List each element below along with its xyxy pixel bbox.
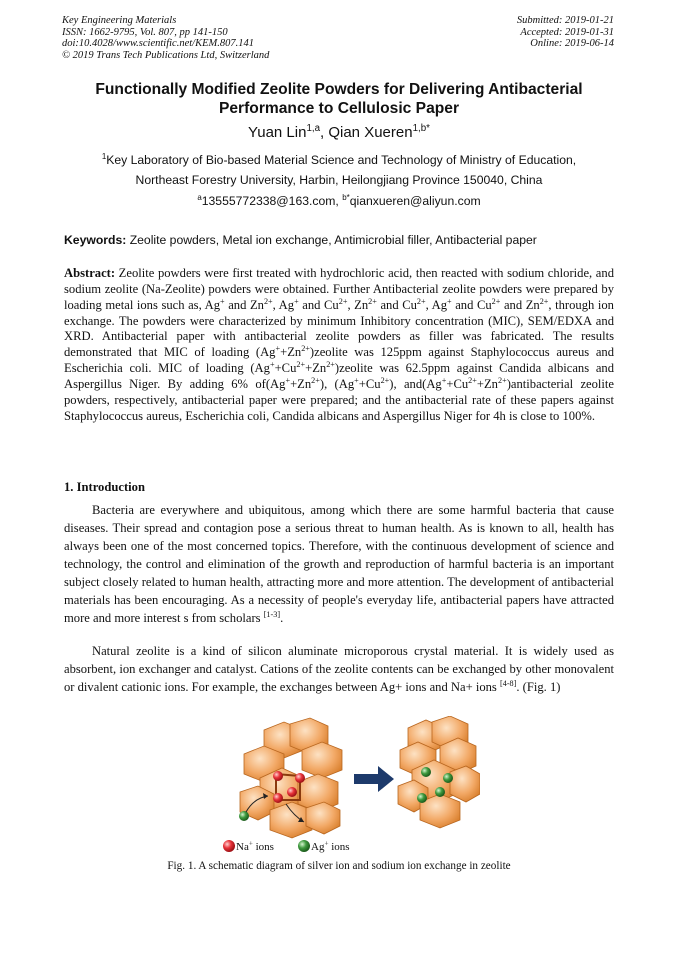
charge-sup: + — [294, 296, 299, 306]
abstract-text: +Cu — [274, 361, 297, 376]
email-a: 13555772338@163.com, — [201, 194, 343, 208]
abstract-text: and Zn — [224, 297, 264, 312]
abstract-text: and Cu — [451, 297, 492, 312]
charge-sup: + — [285, 375, 291, 385]
charge-sup: 2+ — [416, 296, 426, 306]
keywords — [64, 233, 618, 247]
na-ion — [273, 771, 283, 781]
ag-ion — [417, 793, 427, 803]
keywords-label: Keywords: — [64, 233, 127, 247]
charge-sup: 2+ — [311, 375, 320, 385]
charge-sup: 2+ — [468, 375, 477, 385]
zeolite-framework-right — [398, 716, 480, 828]
citation-ref: [4-8] — [500, 678, 517, 688]
legend-na-ions: ions — [252, 841, 274, 853]
intro-paragraph-1 — [64, 501, 614, 627]
legend-na-marker — [223, 840, 235, 852]
charge-sup: + — [447, 296, 452, 306]
affiliation-marker: 1 — [101, 151, 107, 161]
legend-ag-marker — [298, 840, 310, 852]
legend-na-charge: + — [248, 839, 253, 848]
title-line-2: Performance to Cellulosic Paper — [218, 99, 460, 117]
charge-sup: 2+ — [338, 296, 348, 306]
title-line-1: Functionally Modified Zeolite Powders for Delivering Antibacterial — [95, 81, 583, 98]
charge-sup: 2+ — [326, 359, 335, 369]
charge-sup: 2+ — [380, 375, 390, 385]
author-list — [62, 124, 616, 141]
email-a-marker: a — [197, 192, 202, 202]
charge-sup: + — [275, 344, 281, 354]
abstract-text: +Cu — [358, 376, 381, 391]
legend-na — [236, 841, 274, 853]
online-date: Online: 2019-06-14 — [530, 38, 614, 50]
abstract-text: +Zn — [290, 376, 312, 391]
copyright-line: © 2019 Trans Tech Publications Ltd, Switzerland — [62, 49, 270, 61]
abstract-text: Zeolite powders were first treated with hydrochloric acid, then reacted with sodium chloride, and sodium zeolite (Na-Zeolite) powders were obtained. Further Antibacterial zeolite powders were prepared by loading metal ions such as, Ag — [64, 266, 614, 312]
journal-header-left — [62, 15, 269, 61]
abstract-text: and Cu — [376, 297, 417, 312]
keywords-text: Zeolite powders, Metal ion exchange, Antimicrobial filler, Antibacterial paper — [126, 233, 537, 247]
abstract-text: +Cu — [446, 376, 469, 391]
author-separator: , — [320, 124, 329, 141]
exchange-arrow-icon — [354, 766, 394, 792]
abstract-text: , through ion exchange. The powders were characterized by minimum Inhibitory concentration (MIC), SEM/EDXA and XRD. Antibacterial paper with antibacterial zeolite powders as filler was fabricated. The results demonstrated that MIC of loading (Ag — [64, 297, 614, 360]
abstract-text: )zeolite was 62.5ppm against Candida albicans and Aspergillus Niger. By adding 6% of(Ag — [64, 361, 615, 391]
legend-na-label: Na — [236, 841, 249, 853]
affiliation-line-1: Key Laboratory of Bio-based Material Science and Technology of Ministry of Education, — [106, 153, 577, 167]
paragraph-text: Bacteria are everywhere and ubiquitous, among which there are some harmful bacteria that cause diseases. Their spread and contagion pose a serious threat to human health. As is known to all, health has always been one of the most concerned topics. Therefore, with the continuous development of science and technology, the control and elimination of the growth and reproduction of harmful bacteria is an important subject closely related to human health, attracting more and more attention. The development of antibacterial materials has been encouraging. As a necessity of people's everyday life, antibacterial papers have attracted more and more interest s from scholars — [64, 503, 614, 625]
na-ion — [287, 787, 297, 797]
author-2: Qian Xueren — [328, 124, 413, 141]
charge-sup: + — [269, 359, 275, 369]
charge-sup: 2+ — [491, 296, 501, 306]
charge-sup: 2+ — [497, 375, 507, 385]
figure-caption: Fig. 1. A schematic diagram of silver ion and sodium ion exchange in zeolite — [167, 860, 511, 872]
abstract-text: ), (Ag — [319, 376, 355, 391]
abstract-text: and Cu — [298, 297, 339, 312]
abstract-text: , Ag — [425, 297, 448, 312]
paragraph-end: . — [280, 611, 284, 625]
charge-sup: 2+ — [539, 296, 549, 306]
issn-line: ISSN: 1662-9795, Vol. 807, pp 141-150 — [62, 26, 228, 38]
zeolite-ion-exchange-figure — [220, 716, 480, 860]
affiliation-line-2: Northeast Forestry University, Harbin, Heilongjiang Province 150040, China — [135, 172, 543, 187]
ag-ion — [421, 767, 431, 777]
abstract-text: and Zn — [500, 297, 540, 312]
abstract — [64, 266, 614, 424]
legend-ag-ions: ions — [328, 841, 350, 853]
section-heading-introduction: 1. Introduction — [64, 480, 145, 494]
paper-title — [62, 81, 616, 118]
intro-paragraph-2 — [64, 642, 614, 696]
author-1-affiliation: 1,a — [306, 123, 320, 134]
accepted-date: Accepted: 2019-01-31 — [520, 26, 614, 38]
na-ion — [295, 773, 305, 783]
legend-ag-label: Ag — [311, 841, 325, 853]
abstract-text: ), and(Ag — [389, 376, 442, 391]
na-ion — [273, 793, 283, 803]
charge-sup: 2+ — [301, 344, 310, 354]
charge-sup: + — [441, 375, 447, 385]
citation-ref: [1-3] — [263, 609, 281, 619]
charge-sup: + — [220, 296, 225, 306]
charge-sup: 2+ — [296, 359, 306, 369]
charge-sup: 2+ — [263, 296, 273, 306]
email-line — [62, 194, 616, 208]
abstract-text: +Zn — [476, 376, 498, 391]
abstract-label: Abstract: — [64, 266, 116, 280]
author-2-affiliation: 1,b* — [412, 123, 430, 134]
author-1: Yuan Lin — [248, 124, 307, 141]
ag-ion — [435, 787, 445, 797]
abstract-text: , Ag — [272, 297, 295, 312]
paragraph-end: . (Fig. 1) — [516, 680, 561, 694]
abstract-text: )antibacterial zeolite powders, respectively, antibacterial paper were prepared; and the antibacterial rate of these papers against Staphylococcus aureus, Escherichia coli, Candida albicans and Aspergillus Niger for 4h is close to 100%. — [64, 376, 615, 423]
submitted-date: Submitted: 2019-01-21 — [516, 15, 614, 26]
affiliation — [62, 151, 616, 190]
charge-sup: + — [354, 375, 359, 385]
journal-header-right — [517, 15, 614, 50]
abstract-text: )zeolite was 125ppm against Staphylococcus aureus and Escherichia coli. MIC of loading (Ag — [64, 345, 614, 376]
abstract-text: +Zn — [305, 361, 327, 376]
abstract-text: +Zn — [280, 345, 302, 360]
journal-name: Key Engineering Materials — [62, 15, 177, 26]
legend-ag — [311, 841, 350, 853]
legend-ag-charge: + — [324, 839, 329, 848]
paragraph-text: Natural zeolite is a kind of silicon aluminate microporous crystal material. It is widely used as absorbent, ion exchanger and catalyst. Cations of the zeolite contents can be exchanged by other monovalent or divalent cationic ions. For example, the exchanges between Ag+ ions and Na+ ions — [64, 644, 614, 694]
email-b: qianxueren@aliyun.com — [349, 194, 481, 208]
email-b-marker: b* — [342, 192, 350, 202]
ag-ion — [443, 773, 453, 783]
zeolite-framework-left — [240, 718, 342, 838]
abstract-text: , Zn — [347, 297, 369, 312]
ag-ion — [239, 811, 249, 821]
doi-line: doi:10.4028/www.scientific.net/KEM.807.141 — [62, 38, 254, 50]
charge-sup: 2+ — [368, 296, 377, 306]
